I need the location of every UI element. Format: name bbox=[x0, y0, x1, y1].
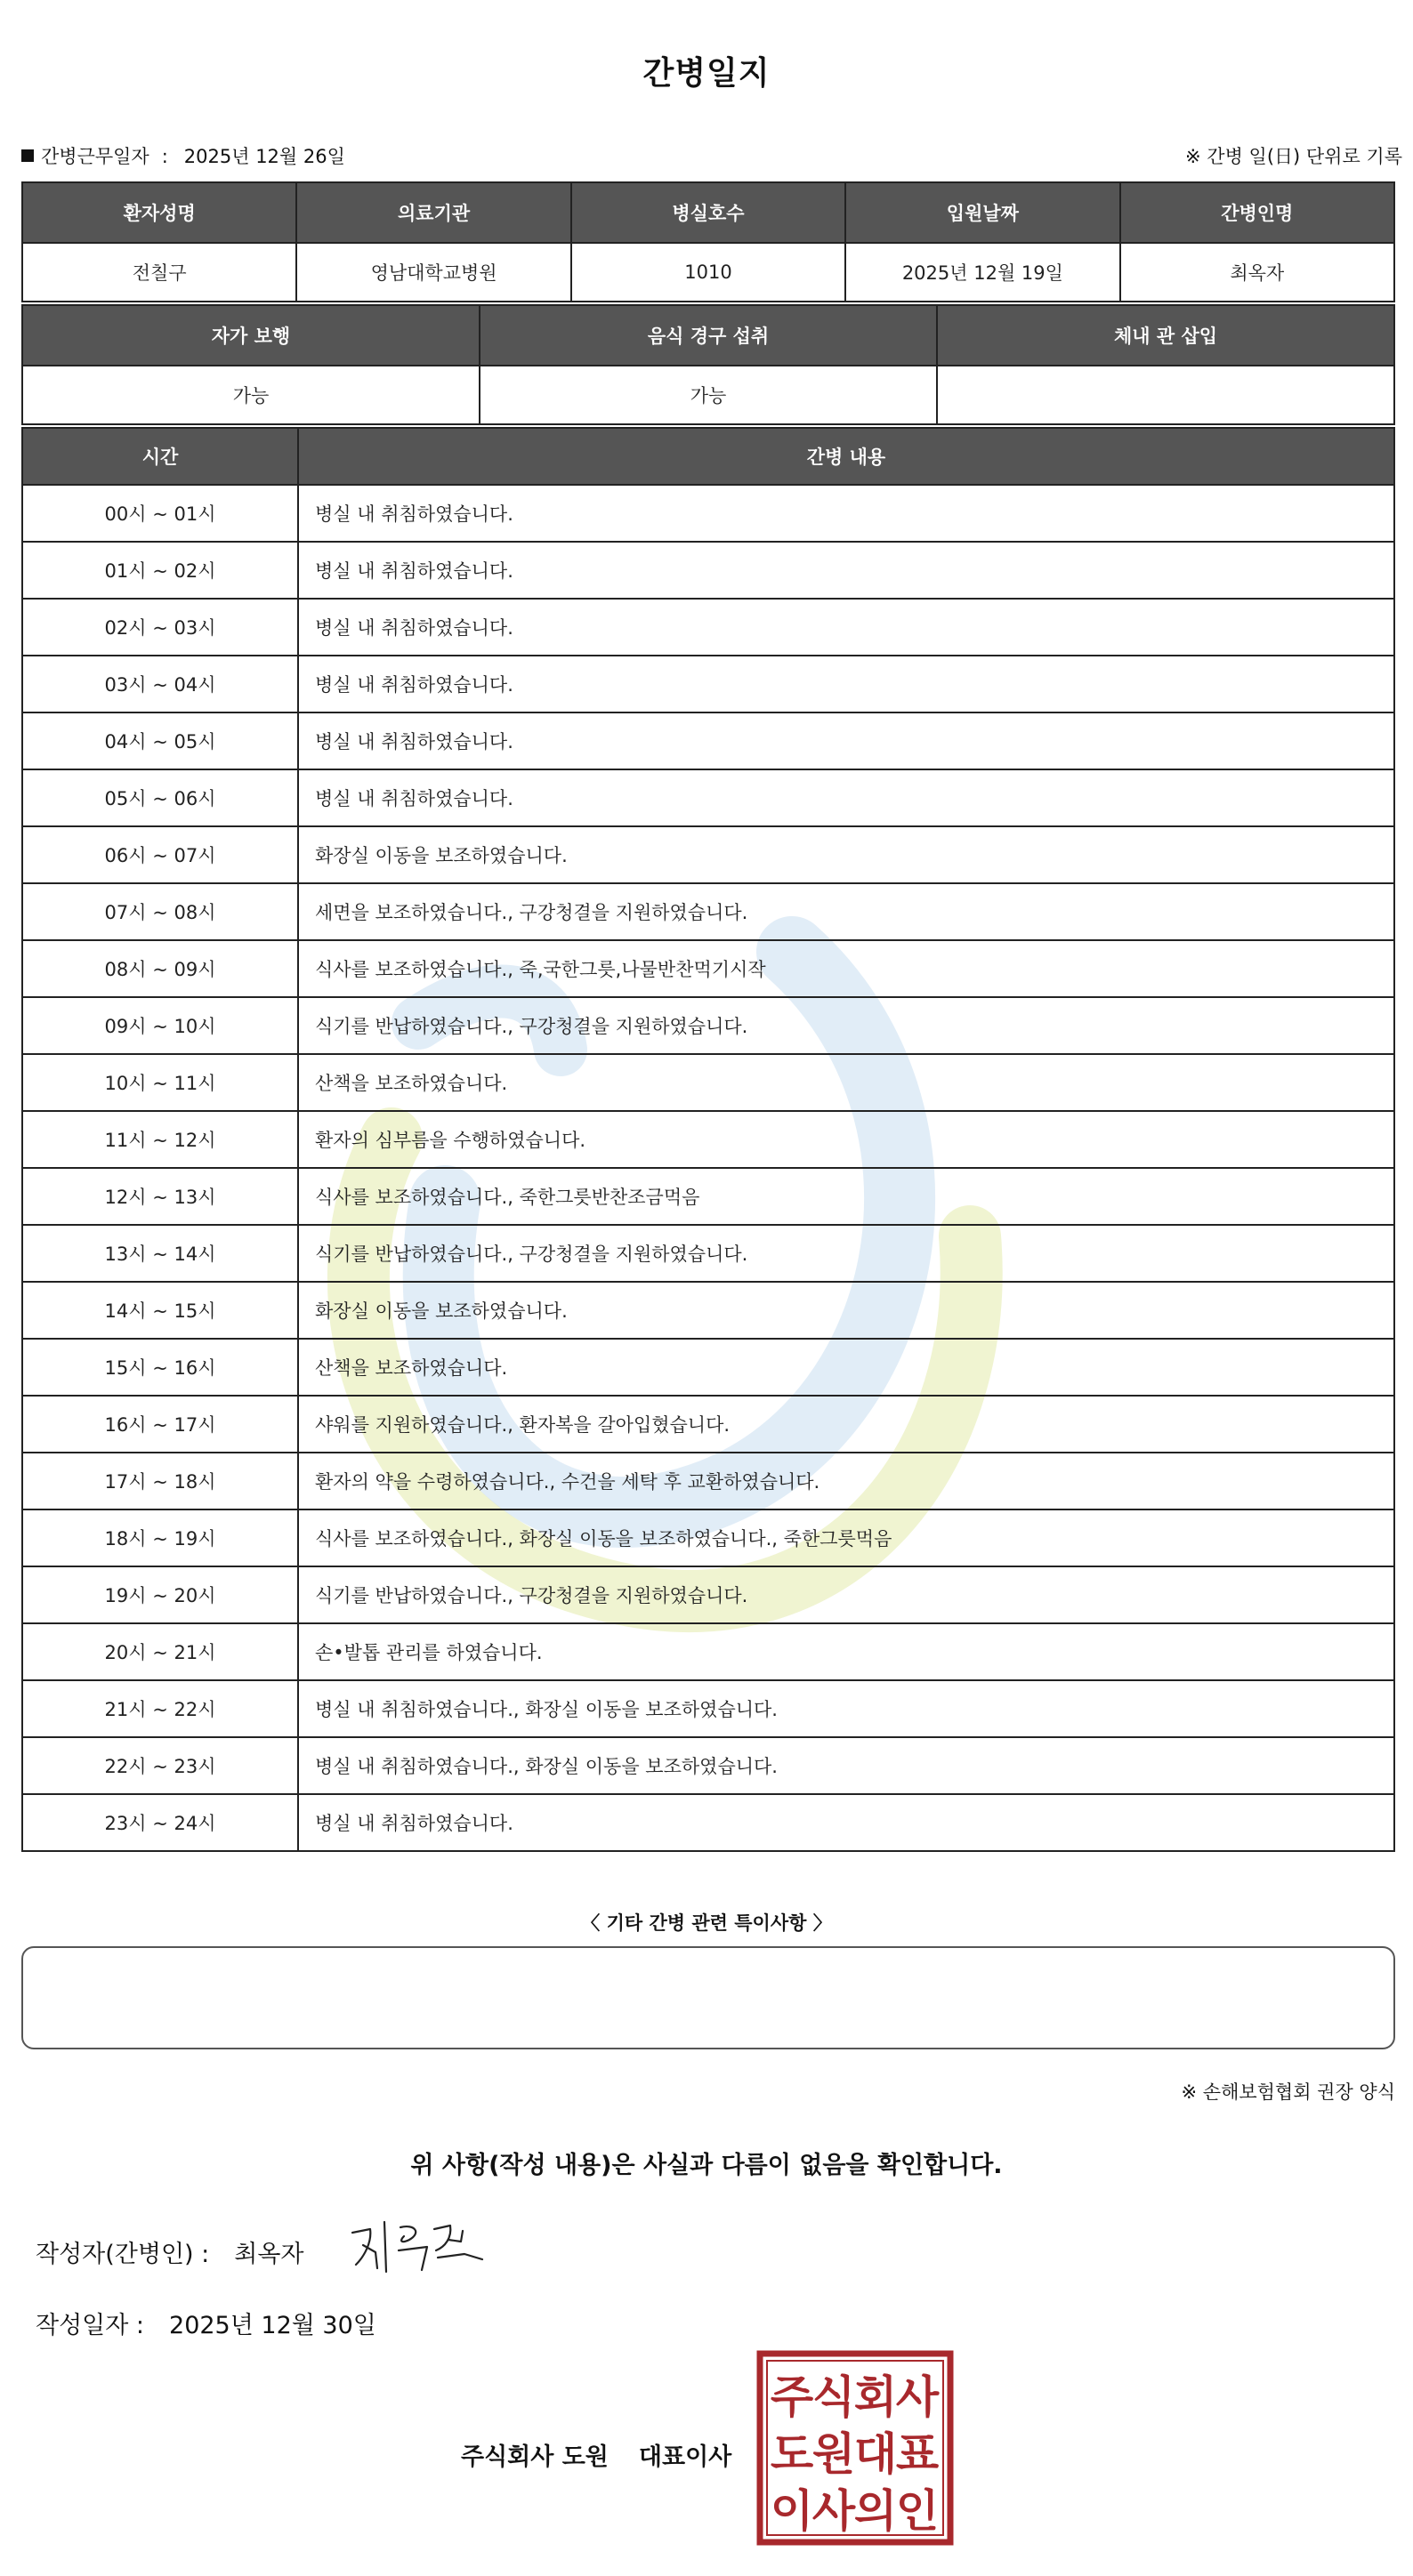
log-content: 화장실 이동을 보조하였습니다. bbox=[298, 826, 1394, 883]
log-content: 환자의 약을 수령하였습니다., 수건을 세탁 후 교환하였습니다. bbox=[298, 1453, 1394, 1509]
log-row bbox=[22, 940, 1394, 997]
log-content: 식사를 보조하였습니다., 화장실 이동을 보조하였습니다., 죽한그릇먹음 bbox=[298, 1509, 1394, 1566]
log-row bbox=[22, 1566, 1394, 1623]
header-time: 시간 bbox=[22, 428, 298, 485]
log-row bbox=[22, 1623, 1394, 1680]
company-name: 주식회사 도원 bbox=[461, 2443, 609, 2471]
log-row bbox=[22, 656, 1394, 712]
info-value-row bbox=[22, 243, 1394, 302]
log-row bbox=[22, 712, 1394, 769]
log-content: 병실 내 취침하였습니다., 화장실 이동을 보조하였습니다. bbox=[298, 1680, 1394, 1737]
handwritten-signature bbox=[345, 2206, 497, 2277]
header-self-walking: 자가 보행 bbox=[22, 305, 480, 366]
patient-status-table bbox=[21, 304, 1395, 425]
log-content: 손•발톱 관리를 하였습니다. bbox=[298, 1623, 1394, 1680]
log-row bbox=[22, 1680, 1394, 1737]
info-header-row bbox=[22, 182, 1394, 243]
log-row bbox=[22, 883, 1394, 940]
log-time: 02시 ~ 03시 bbox=[22, 599, 298, 656]
log-time: 11시 ~ 12시 bbox=[22, 1111, 298, 1168]
caregiver-name: 최옥자 bbox=[1120, 243, 1394, 302]
log-row bbox=[22, 1339, 1394, 1396]
confirmation-statement: 위 사항(작성 내용)은 사실과 다름이 없음을 확인합니다. bbox=[410, 2152, 1003, 2179]
log-content: 식기를 반납하였습니다., 구강청결을 지원하였습니다. bbox=[298, 1225, 1394, 1282]
log-content: 산책을 보조하였습니다. bbox=[298, 1054, 1394, 1111]
log-content: 식기를 반납하였습니다., 구강청결을 지원하였습니다. bbox=[298, 997, 1394, 1054]
seal-character: 의 bbox=[853, 2485, 898, 2537]
log-time: 13시 ~ 14시 bbox=[22, 1225, 298, 1282]
log-content: 병실 내 취침하였습니다., 화장실 이동을 보조하였습니다. bbox=[298, 1737, 1394, 1794]
header-caregiver-name: 간병인명 bbox=[1120, 182, 1394, 243]
seal-character: 대 bbox=[853, 2428, 898, 2480]
log-time: 23시 ~ 24시 bbox=[22, 1794, 298, 1851]
work-date-label: 간병근무일자 bbox=[41, 146, 149, 167]
log-time: 16시 ~ 17시 bbox=[22, 1396, 298, 1453]
seal-character: 사 bbox=[811, 2485, 856, 2537]
log-time: 09시 ~ 10시 bbox=[22, 997, 298, 1054]
status-header-row bbox=[22, 305, 1394, 366]
recommend-note: ※ 손해보험협회 권장 양식 bbox=[1181, 2081, 1395, 2103]
log-time: 22시 ~ 23시 bbox=[22, 1737, 298, 1794]
header-room-number: 병실호수 bbox=[571, 182, 845, 243]
writer-line bbox=[36, 2234, 304, 2269]
log-content: 병실 내 취침하였습니다. bbox=[298, 599, 1394, 656]
status-value-row bbox=[22, 366, 1394, 424]
log-time: 15시 ~ 16시 bbox=[22, 1339, 298, 1396]
log-table-body bbox=[22, 485, 1394, 1851]
log-row bbox=[22, 769, 1394, 826]
seal-character: 사 bbox=[895, 2371, 940, 2423]
log-row bbox=[22, 826, 1394, 883]
log-time: 10시 ~ 11시 bbox=[22, 1054, 298, 1111]
log-row bbox=[22, 1054, 1394, 1111]
log-time: 05시 ~ 06시 bbox=[22, 769, 298, 826]
header-patient-name: 환자성명 bbox=[22, 182, 296, 243]
seal-character: 이 bbox=[770, 2485, 814, 2537]
header-hospital: 의료기관 bbox=[296, 182, 570, 243]
work-date-line bbox=[21, 142, 345, 169]
log-time: 07시 ~ 08시 bbox=[22, 883, 298, 940]
work-date-value: 2025년 12월 26일 bbox=[183, 146, 345, 167]
company-seal-stamp bbox=[756, 2350, 954, 2546]
log-content: 병실 내 취침하였습니다. bbox=[298, 712, 1394, 769]
special-notes-title: 〈 기타 간병 관련 특이사항 〉 bbox=[581, 1912, 832, 1934]
log-row bbox=[22, 1737, 1394, 1794]
unit-note: ※ 간병 일(日) 단위로 기록 bbox=[1185, 146, 1402, 167]
log-time: 08시 ~ 09시 bbox=[22, 940, 298, 997]
log-row bbox=[22, 1396, 1394, 1453]
log-row bbox=[22, 485, 1394, 542]
log-content: 식기를 반납하였습니다., 구강청결을 지원하였습니다. bbox=[298, 1566, 1394, 1623]
log-content: 병실 내 취침하였습니다. bbox=[298, 656, 1394, 712]
log-row bbox=[22, 1509, 1394, 1566]
seal-character: 회 bbox=[853, 2371, 898, 2423]
log-row bbox=[22, 599, 1394, 656]
log-content: 식사를 보조하였습니다., 죽한그릇반찬조금먹음 bbox=[298, 1168, 1394, 1225]
seal-character: 원 bbox=[811, 2428, 856, 2480]
log-content: 화장실 이동을 보조하였습니다. bbox=[298, 1282, 1394, 1339]
log-content: 세면을 보조하였습니다., 구강청결을 지원하였습니다. bbox=[298, 883, 1394, 940]
log-time: 18시 ~ 19시 bbox=[22, 1509, 298, 1566]
document-title: 간병일지 bbox=[642, 55, 771, 92]
writer-name: 최옥자 bbox=[234, 2241, 304, 2268]
ceo-label: 대표이사 bbox=[638, 2443, 732, 2471]
log-row bbox=[22, 997, 1394, 1054]
header-care-content: 간병 내용 bbox=[298, 428, 1394, 485]
company-line bbox=[461, 2437, 731, 2472]
work-date-separator: : bbox=[161, 146, 168, 167]
log-time: 19시 ~ 20시 bbox=[22, 1566, 298, 1623]
log-content: 식사를 보조하였습니다., 죽,국한그릇,나물반찬먹기시작 bbox=[298, 940, 1394, 997]
log-time: 04시 ~ 05시 bbox=[22, 712, 298, 769]
seal-character: 표 bbox=[895, 2428, 940, 2480]
writer-label: 작성자(간병인) : bbox=[36, 2241, 210, 2268]
log-content: 병실 내 취침하였습니다. bbox=[298, 485, 1394, 542]
seal-character: 도 bbox=[770, 2428, 814, 2480]
log-content: 병실 내 취침하였습니다. bbox=[298, 542, 1394, 599]
seal-character: 식 bbox=[811, 2371, 856, 2423]
log-time: 14시 ~ 15시 bbox=[22, 1282, 298, 1339]
log-content: 병실 내 취침하였습니다. bbox=[298, 1794, 1394, 1851]
tube-insertion-value bbox=[937, 366, 1394, 424]
hourly-care-log-table bbox=[21, 427, 1395, 1852]
header-admission-date: 입원날짜 bbox=[845, 182, 1119, 243]
log-header-row bbox=[22, 428, 1394, 485]
log-time: 03시 ~ 04시 bbox=[22, 656, 298, 712]
log-row bbox=[22, 1225, 1394, 1282]
log-time: 12시 ~ 13시 bbox=[22, 1168, 298, 1225]
room-number: 1010 bbox=[571, 243, 845, 302]
log-content: 병실 내 취침하였습니다. bbox=[298, 769, 1394, 826]
patient-info-table bbox=[21, 181, 1395, 302]
log-row bbox=[22, 1282, 1394, 1339]
self-walking-value: 가능 bbox=[22, 366, 480, 424]
header-oral-intake: 음식 경구 섭취 bbox=[480, 305, 937, 366]
log-time: 17시 ~ 18시 bbox=[22, 1453, 298, 1509]
hospital-name: 영남대학교병원 bbox=[296, 243, 570, 302]
written-date-value: 2025년 12월 30일 bbox=[169, 2312, 376, 2339]
patient-name: 전칠구 bbox=[22, 243, 296, 302]
seal-character: 주 bbox=[770, 2371, 814, 2423]
oral-intake-value: 가능 bbox=[480, 366, 937, 424]
log-row bbox=[22, 1168, 1394, 1225]
log-time: 21시 ~ 22시 bbox=[22, 1680, 298, 1737]
square-bullet-icon bbox=[21, 149, 34, 162]
log-content: 산책을 보조하였습니다. bbox=[298, 1339, 1394, 1396]
log-time: 20시 ~ 21시 bbox=[22, 1623, 298, 1680]
log-row bbox=[22, 1111, 1394, 1168]
log-time: 00시 ~ 01시 bbox=[22, 485, 298, 542]
log-time: 01시 ~ 02시 bbox=[22, 542, 298, 599]
seal-character: 인 bbox=[895, 2485, 940, 2537]
log-row bbox=[22, 1453, 1394, 1509]
log-row bbox=[22, 1794, 1394, 1851]
header-tube-insertion: 체내 관 삽입 bbox=[937, 305, 1394, 366]
written-date-label: 작성일자 : bbox=[36, 2312, 145, 2339]
special-notes-box bbox=[21, 1946, 1395, 2049]
log-row bbox=[22, 542, 1394, 599]
written-date-line bbox=[36, 2306, 376, 2340]
log-content: 환자의 심부름을 수행하였습니다. bbox=[298, 1111, 1394, 1168]
log-time: 06시 ~ 07시 bbox=[22, 826, 298, 883]
log-content: 샤워를 지원하였습니다., 환자복을 갈아입혔습니다. bbox=[298, 1396, 1394, 1453]
admission-date: 2025년 12월 19일 bbox=[845, 243, 1119, 302]
